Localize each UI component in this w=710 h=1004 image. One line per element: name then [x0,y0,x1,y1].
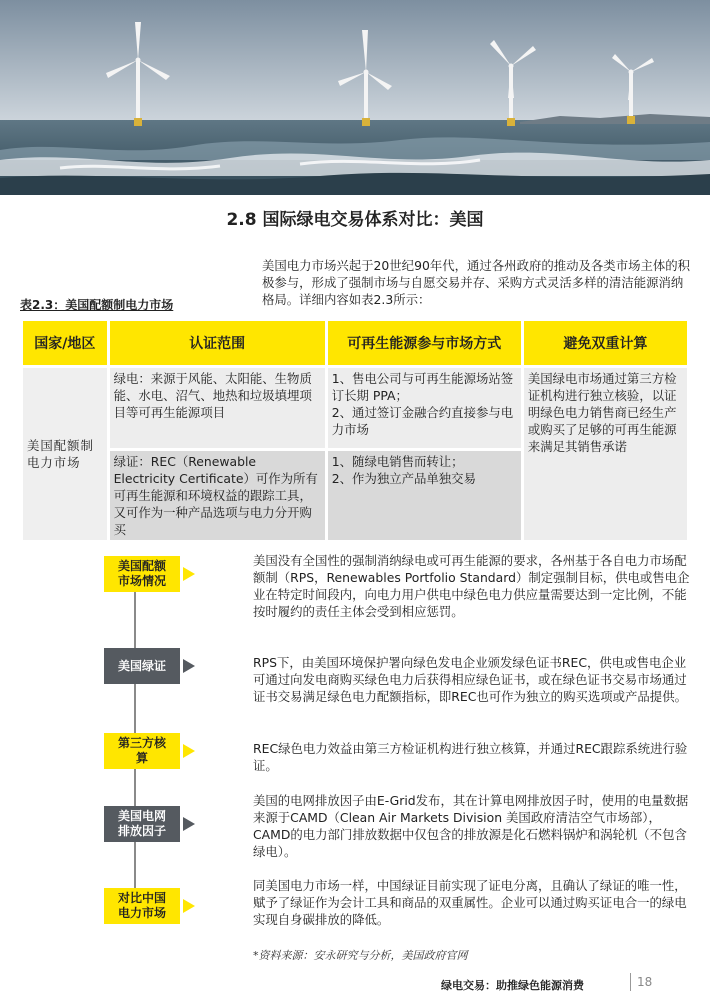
header-scope: 认证范围 [110,321,325,365]
table-caption: 表2.3：美国配额制电力市场 [20,298,174,312]
cell-avoid-double: 美国绿电市场通过第三方检证机构进行独立核验，以证明绿色电力销售商已经生产或购买了足够的可再生能源来满足其销售承诺 [524,368,687,540]
header-country: 国家/地区 [23,321,107,365]
hero-photo-wind-turbines [0,0,710,195]
flow-text-us-rec: RPS下，由美国环境保护署向绿色发电企业颁发绿色证书REC，供电或售电企业可通过向发电商购买绿色电力后获得相应绿色证书，或在绿色证书交易市场通过证书交易满足绿色电力配额指标，即REC也可作为独立的购买选项或产品提供。 [253,655,687,704]
cell-method-rec: 1、随绿电销售而转让； 2、作为独立产品单独交易 [328,451,521,540]
flow-text-third-party-audit: REC绿色电力效益由第三方检证机构进行独立核算，并通过REC跟踪系统进行验证。 [253,741,688,773]
flow-step-us-quota-market: 美国配额 市场情况 [104,556,180,592]
footer-divider [630,973,631,991]
flow-step-third-party-audit: 第三方核 算 [104,733,180,769]
page-number: 18 [637,975,653,989]
header-avoid-double: 避免双重计算 [524,321,687,365]
cell-scope-rec: 绿证：REC（Renewable Electricity Certificate）可作为所有可再生能源和环境权益的跟踪工具，又可作为一种产品选项与电力分开购买 [110,451,325,540]
comparison-table [20,318,690,543]
header-method: 可再生能源参与市场方式 [328,321,521,365]
cell-scope-green-power: 绿电：来源于风能、太阳能、生物质能、水电、沼气、地热和垃圾填埋项目等可再生能源项目 [110,368,325,448]
source-note: *资料来源：安永研究与分析，美国政府官网 [253,949,468,962]
arrow-right-icon [183,817,195,831]
section-title: 2.8 国际绿电交易体系对比：美国 [226,210,484,230]
wind-turbine-illustration [0,0,710,195]
arrow-right-icon [183,659,195,673]
cell-method-green-power: 1、售电公司与可再生能源场站签订长期 PPA； 2、通过签订金融合约直接参与电力市场 [328,368,521,448]
flow-text-compare-china: 同美国电力市场一样，中国绿证目前实现了证电分离，且确认了绿证的唯一性，赋予了绿证作为会计工具和商品的双重属性。企业可以通过购买证电合一的绿电实现自身碳排放的降低。 [253,878,687,927]
arrow-right-icon [183,899,195,913]
table-header-row [23,321,687,365]
flow-step-compare-china: 对比中国 电力市场 [104,888,180,924]
intro-paragraph: 美国电力市场兴起于20世纪90年代，通过各州政府的推动及各类市场主体的积极参与，形成了强制市场与自愿交易并存、采购方式灵活多样的清洁能源消纳格局。详细内容如表2.3所示： [262,258,691,307]
flow-step-us-rec: 美国绿证 [104,648,180,684]
flow-text-us-quota-market: 美国没有全国性的强制消纳绿电或可再生能源的要求，各州基于各自电力市场配额制（RPS，Renewables Portfolio Standard）制定强制目标，供电或售电企业在特定时间段内，向电力用户供电中绿色电力供应量需要达到一定比例，不能按时履约的责任主体会受到相应惩罚。 [253,553,690,619]
cell-country: 美国配额制电力市场 [23,368,107,540]
table-row [23,368,687,448]
arrow-right-icon [183,744,195,758]
arrow-right-icon [183,567,195,581]
footer-title: 绿电交易：助推绿色能源消费 [441,979,584,992]
flow-step-us-grid-emission-factor: 美国电网 排放因子 [104,806,180,842]
flow-text-us-grid-emission-factor: 美国的电网排放因子由E-Grid发布，其在计算电网排放因子时，使用的电量数据来源于CAMD（Clean Air Markets Division 美国政府清洁空气市场部），CAMD的电力部门排放数据中仅包含的排放源是化石燃料锅炉和涡轮机（不包含绿电）。 [253,793,689,859]
